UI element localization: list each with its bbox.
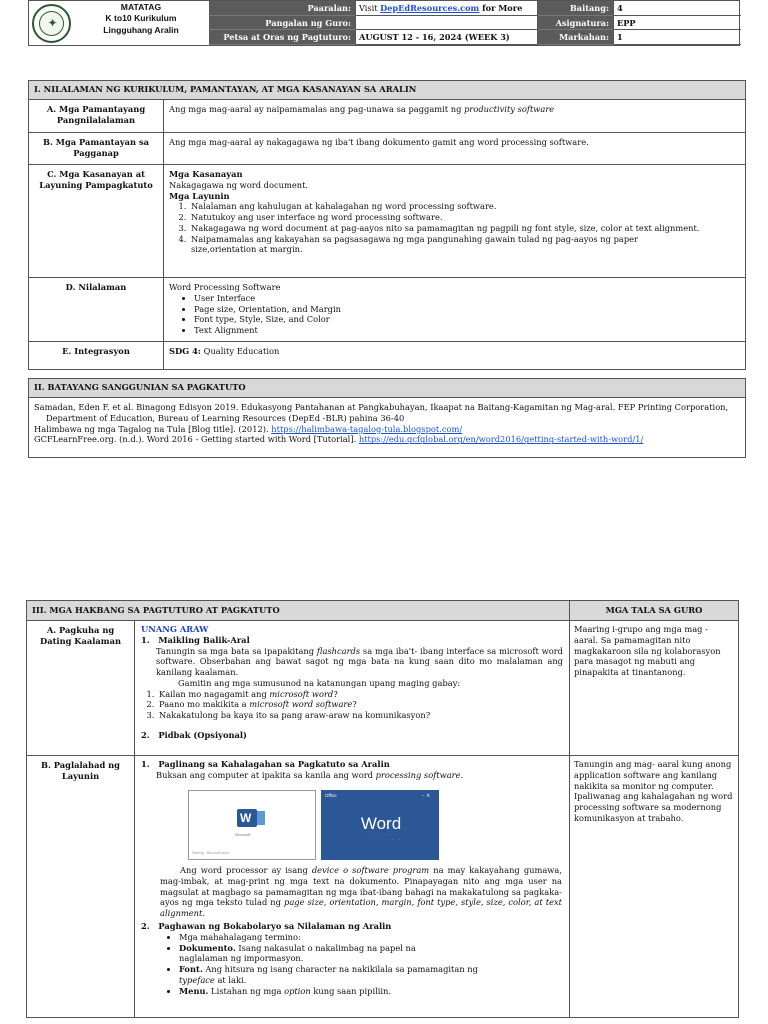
row-content: 1. Paglinang sa Kahalagahan sa Pagkatuto sa Aralin Buksan ang computer at ipakita sa kanila ang word processing software. W Microsoft Starting - Microsoft Word Office – × Word · · · · · Ang word processor ay isang device o software program na may kakayahang gumawa, mag-imbak, at mag-print ng mga text na dokumento. Pinapayagan nito ang mga user na magsulat at magbago sa pamamagitan ng mga ibat-ibang bahagi na makakatulong sa pagkaka-ayos ng mga teksto tulad ng page size, orientation, margin, font type, style, size, color, at text alignment. 2. Paghawan ng Bokabolaryo sa Nilalaman ng Aralin • Mga mahahalagang termino: • Dokumento. Isang nakasulat o nakalimbag na papel na naglalaman ng impormasyon. • Font. Ang hitsura ng isang character na nakikilala sa pamamagitan ng typeface at laki. • Menu. Listahan ng mga option kung saan pipiliin. (135, 756, 570, 1017)
table-row (29, 342, 745, 369)
table-row (27, 621, 738, 756)
list-item: • Menu. Listahan ng mga option kung saan pipiliin. (179, 986, 561, 997)
table-row (29, 133, 745, 165)
list-item: 3. Nakakatulong ba kaya ito sa pang araw-araw na komunikasyon? (157, 710, 563, 721)
list-item: 2. Natutukoy ang user interface ng word processing software. (189, 212, 740, 223)
layunin-list (169, 201, 740, 255)
row-label: D. Nilalaman (29, 278, 164, 341)
baitang-value: 4 (614, 1, 741, 16)
teacher-note: Tanungin ang mag- aaral kung anong application software ang kanilang nakikita sa monitor ng computer. Ipaliwanag ang kahalagahan ng word processing software sa modernong komunikasyon at trabaho. (574, 759, 733, 823)
section-title: III. MGA HAKBANG SA PAGTUTURO AT PAGKATUTO (27, 601, 570, 620)
reference-item: GCFLearnFree.org. (n.d.). Word 2016 - Getting started with Word [Tutorial]. https://edu.gcfglobal.org/en/word2016/getting-started-with-word/1/ (34, 434, 644, 445)
row-label: C. Mga Kasanayan at Layuning Pampagkatuto (29, 165, 164, 277)
word-processor-paragraph: Ang word processor ay isang device o software program na may kakayahang gumawa, mag-imbak, at mag-print ng mga text na dokumento. Pinapayagan nito ang mga user na magsulat at magbago sa pamamagitan ng mga ibat-ibang bahagi na makakatulong sa pagkaka-ayos ng mga teksto tulad ng page size, orientation, margin, font type, style, size, color, at text alignment. (160, 865, 563, 919)
section-teaching-steps (26, 600, 739, 1018)
row-content: Mga Kasanayan Nakagagawa ng word document. Mga Layunin 1. Nalalaman ang kahulugan at kahalagahan ng word processing software. 2. Natutukoy ang user interface ng word processing software. 3. Nakagagawa ng word document at pag-aayos nito sa pamamagitan ng pagpili ng font style, size, color at text alignment. 4. Naipamamalas ang kakayahan sa pagsasagawa ng mga pangunahing gawain tulad ng pag-aayos ng paper size,orientation at margin. (164, 165, 745, 277)
deped-seal-icon: ✦ (32, 4, 71, 43)
row-content: Word Processing Software • User Interface • Page size, Orientation, and Margin • Font type, Style, Size, and Color • Text Alignment (164, 278, 745, 341)
section-title: II. BATAYANG SANGGUNIAN SA PAGKATUTO (29, 379, 745, 398)
lesson-header (28, 0, 740, 46)
row-label: B. Mga Pamantayan sa Pagganap (29, 133, 164, 164)
markahan-label: Markahan: (538, 30, 614, 45)
baitang-label: Baitang: (538, 1, 614, 16)
list-item: • Page size, Orientation, and Margin (194, 304, 740, 315)
list-item: • Mga mahahalagang termino: (179, 932, 561, 943)
petsa-label: Petsa at Oras ng Pagtuturo: (209, 30, 356, 45)
guro-label: Pangalan ng Guro: (209, 16, 356, 31)
asignatura-label: Asignatura: (538, 16, 614, 31)
list-item: • Dokumento. Isang nakasulat o nakalimbag na papel na naglalaman ng impormasyon. (179, 943, 561, 965)
table-row (27, 756, 738, 1017)
row-content: Ang mga mag-aaral ay naipamamalas ang pag-unawa sa paggamit ng productivity software (169, 104, 555, 114)
section-references (28, 378, 746, 458)
word-logo-icon: W (237, 809, 257, 827)
word-start-image: Office – × Word · · · · · (321, 790, 439, 860)
list-item: • Font type, Style, Size, and Color (194, 314, 740, 325)
reference-link[interactable]: https://edu.gcfglobal.org/en/word2016/getting-started-with-word/1/ (358, 434, 644, 445)
day-title: UNANG ARAW (141, 624, 209, 634)
row-label: B. Paglalahad ng Layunin (27, 756, 135, 1017)
markahan-value: 1 (614, 30, 741, 45)
window-controls-icon: – × (422, 793, 431, 799)
reference-link[interactable]: https://halimbawa-tagalog-tula.blogspot.com/ (271, 423, 463, 434)
paaralan-value: Visit DepEdResources.com for More (356, 1, 538, 16)
header-title: MATATAG K to10 Kurikulum Lingguhang Aralin (103, 2, 179, 35)
row-content: SDG 4: Quality Education (169, 346, 280, 356)
table-row (29, 100, 745, 133)
section-title: I. NILALAMAN NG KURIKULUM, PAMANTAYAN, AT MGA KASANAYAN SA ARALIN (29, 81, 745, 100)
reference-item: Samadan, Eden F. et al. Binagong Edisyon 2019. Edukasyong Pantahanan at Pangkabuhayan, Ikaapat na Baitang-Kagamitan ng Mag-aral. FEP Printing Corporation, Department of Education, Bureau of Learning Resources (DepEd -BLR) pahina 36-40 (34, 402, 729, 423)
nilalaman-list (169, 293, 740, 336)
section-curriculum (28, 80, 746, 370)
guro-value (356, 16, 538, 31)
row-content: UNANG ARAW 1. Maikling Balik-Aral Tanungin sa mga bata sa ipapakitang flashcards sa mga iba't- ibang interface sa microsoft word software. Obserbahan ang bawat sagot ng mga bata na kung saan dito mo malalaman ang kanilang kaalaman. Gamitin ang mga sumusunod na katanungan upang maging gabay: 1. Kailan mo nagagamit ang microsoft word? 2. Paano mo makikita a microsoft word software? 3. Nakakatulong ba kaya ito sa pang araw-araw na komunikasyon? 2. Pidbak (Opsiyonal) (135, 621, 570, 755)
table-row (29, 165, 745, 278)
row-label: A. Pagkuha ng Dating Kaalaman (27, 621, 135, 755)
table-row (29, 278, 745, 342)
section-header (27, 601, 738, 621)
list-item: 4. Naipamamalas ang kakayahan sa pagsasagawa ng mga pangunahing gawain tulad ng pag-aayos ng paper size,orientation at margin. (189, 234, 740, 256)
row-label: A. Mga Pamantayang Pangnilalalaman (29, 100, 164, 132)
row-label: E. Integrasyon (29, 342, 164, 369)
word-splash-image: W Microsoft Starting - Microsoft Word (188, 790, 316, 860)
reference-item: Halimbawa ng mga Tagalog na Tula [Blog title]. (2012). https://halimbawa-tagalog-tula.blogspot.com/ (34, 423, 463, 434)
teacher-note: Maaring i-grupo ang mga mag - aaral. Sa pamamagitan nito magkakaroon sila ng kolaborasyon para masagot ng mabuti ang pinapakita at tinantanong. (574, 624, 721, 678)
list-item: • User Interface (194, 293, 740, 304)
row-content: Ang mga mag-aaral ay nakagagawa ng iba't ibang dokumento gamit ang word processing software. (169, 137, 589, 147)
vocabulary-block: 2. Paghawan ng Bokabolaryo sa Nilalaman ng Aralin • Mga mahahalagang termino: • Dokumento. Isang nakasulat o nakalimbag na papel na naglalaman ng impormasyon. • Font. Ang hitsura ng isang character na nakikilala sa pamamagitan ng typeface at laki. • Menu. Listahan ng mga option kung saan pipiliin. (141, 921, 561, 996)
list-item: 3. Nakagagawa ng word document at pag-aayos nito sa pamamagitan ng pagpili ng font style, size, color at text alignment. (189, 223, 740, 234)
header-info-grid (209, 1, 741, 45)
list-item: 2. Paano mo makikita a microsoft word software? (157, 699, 563, 710)
list-item: • Text Alignment (194, 325, 740, 336)
list-item: 1. Nalalaman ang kahulugan at kahalagahan ng word processing software. (189, 201, 740, 212)
deped-resources-link[interactable]: DepEdResources.com (380, 3, 480, 13)
list-item: 1. Kailan mo nagagamit ang microsoft word? (157, 689, 563, 700)
paaralan-label: Paaralan: (209, 1, 356, 16)
list-item: • Font. Ang hitsura ng isang character na nakikilala sa pamamagitan ng typeface at laki. (179, 964, 561, 986)
notes-title: MGA TALA SA GURO (605, 605, 703, 615)
petsa-value: AUGUST 12 - 16, 2024 (WEEK 3) (356, 30, 538, 45)
asignatura-value: EPP (614, 16, 741, 31)
reference-list (29, 398, 745, 449)
